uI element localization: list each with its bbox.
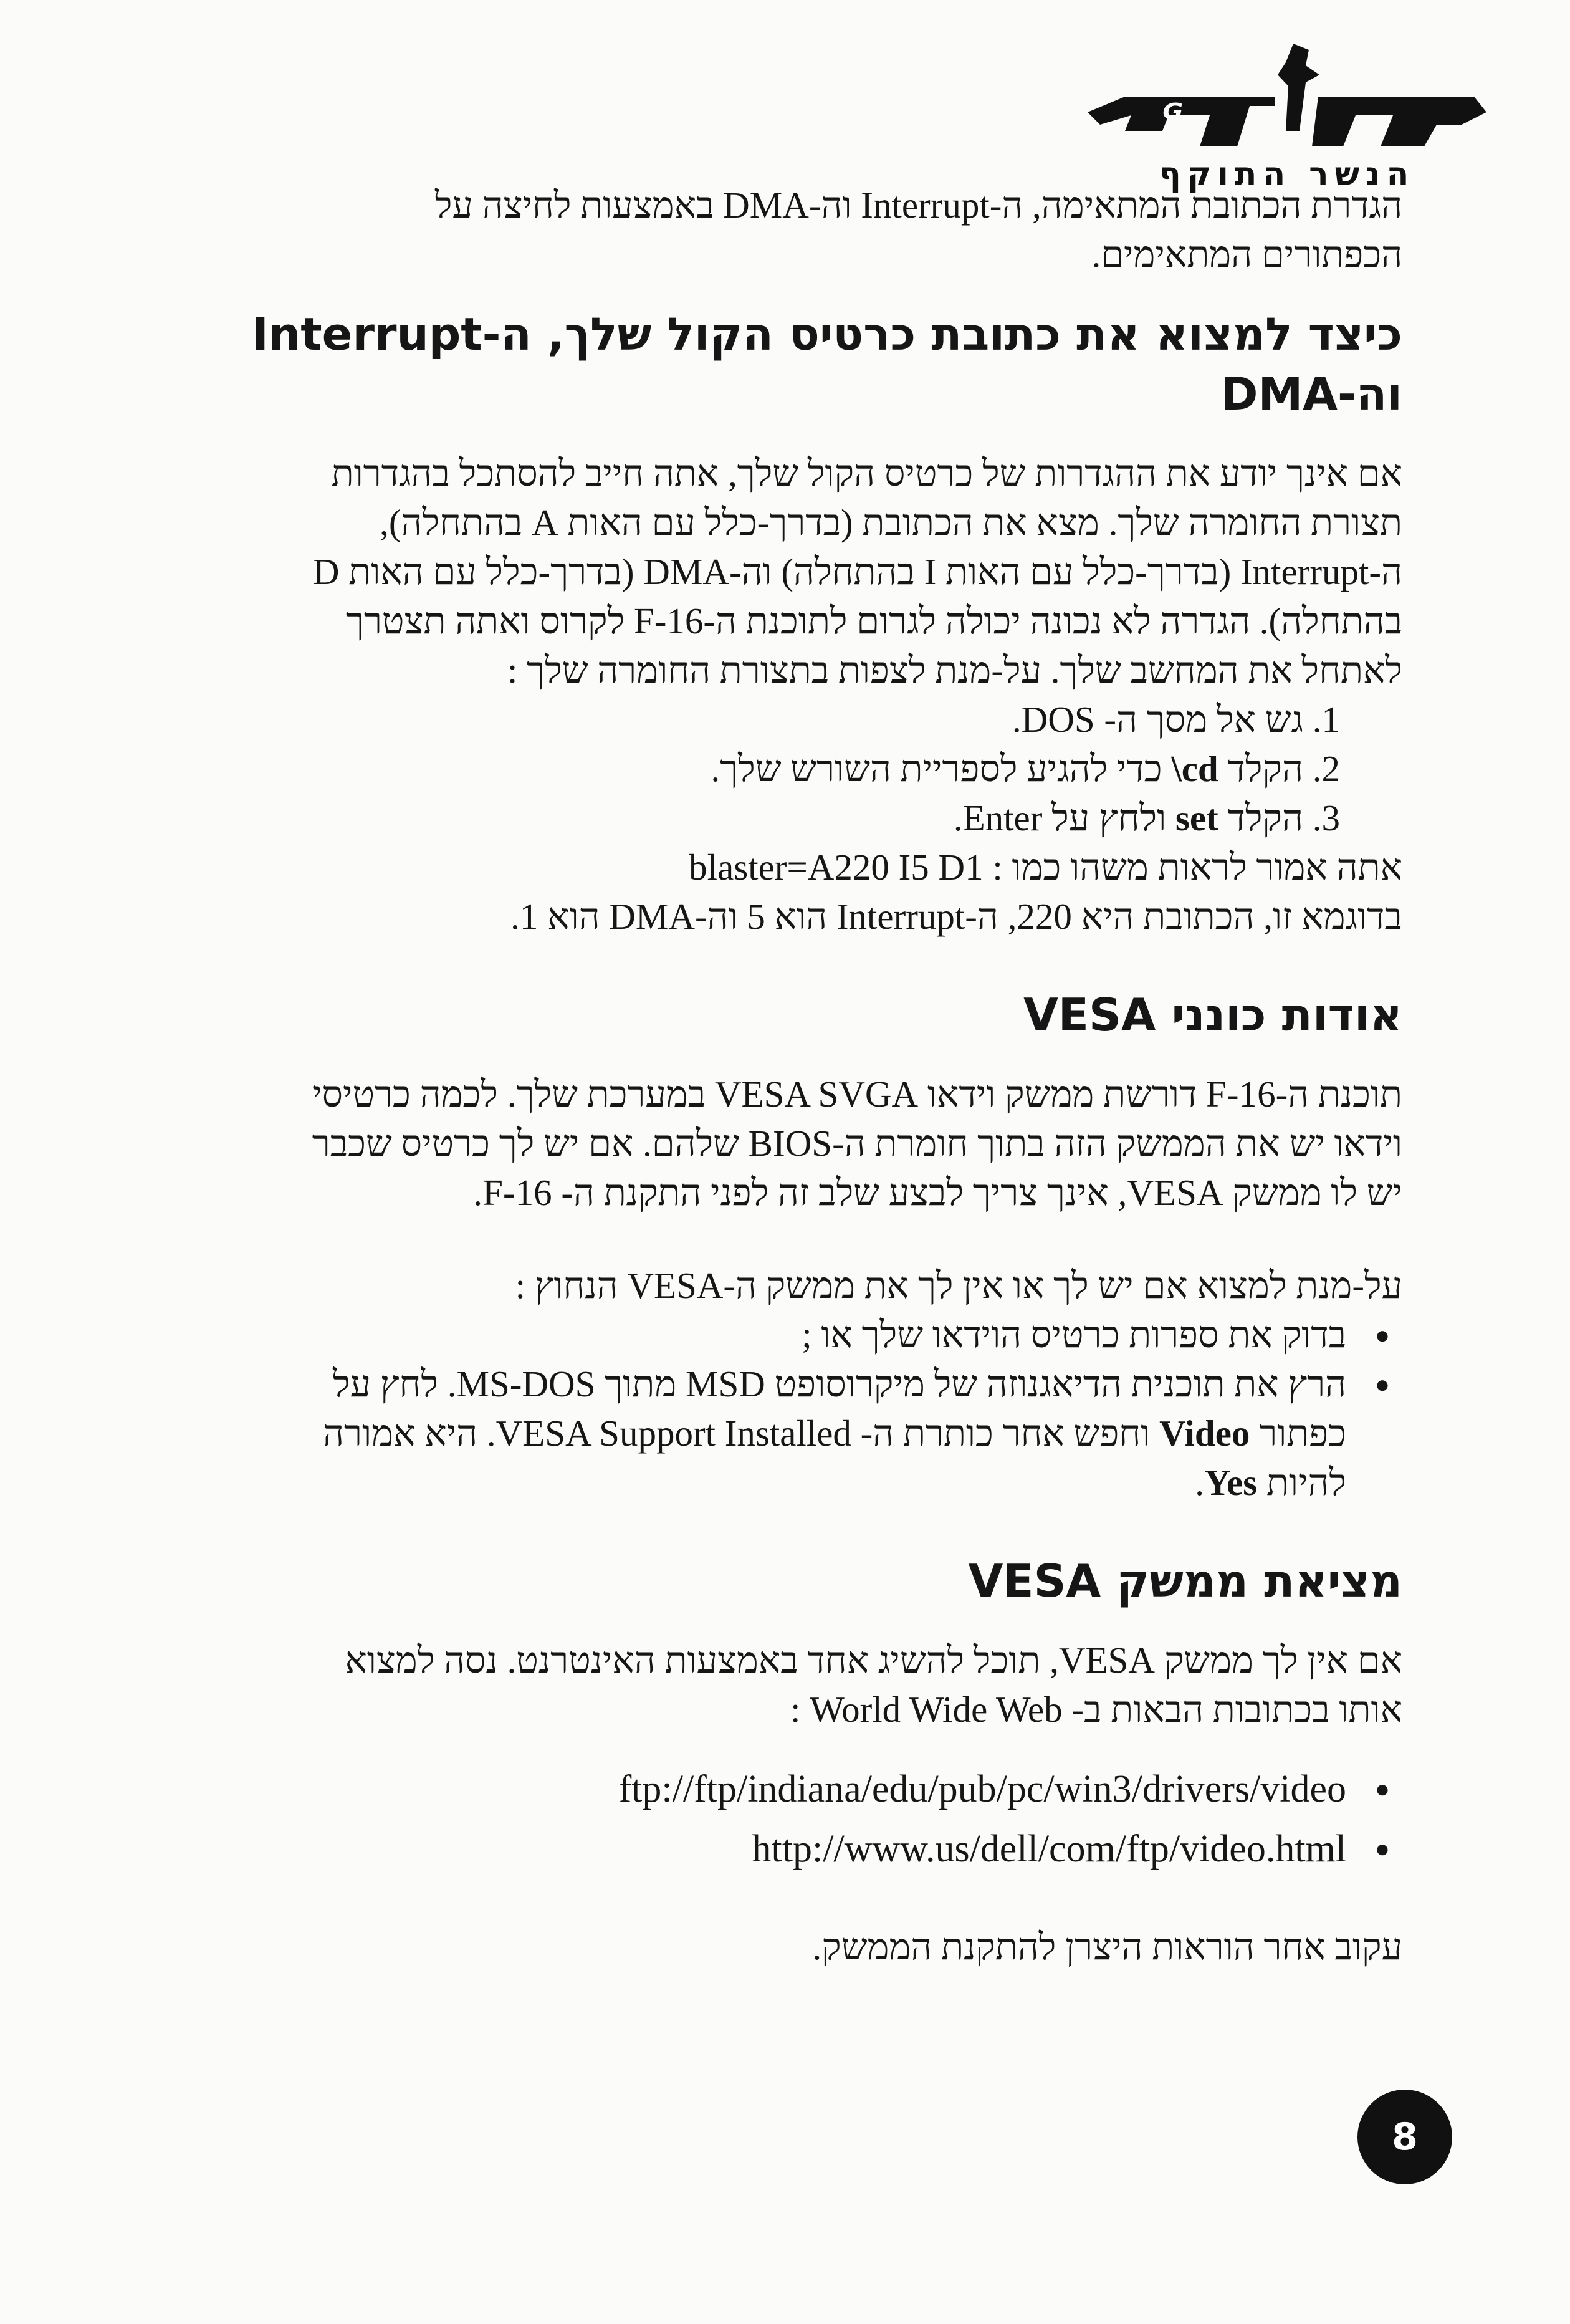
paragraph-line: אותו בכתובות הבאות ב- World Wide Web : — [790, 1689, 1402, 1730]
list-item: ● בדוק את ספרות כרטיס הוידאו שלך או ; — [156, 1310, 1346, 1360]
intro-line: הכפתורים המתאימים. — [1091, 234, 1402, 275]
section-heading: וה-DMA — [1220, 368, 1402, 420]
bullet-list — [156, 1310, 1402, 1507]
url-list — [156, 1759, 1402, 1879]
list-item: ● הרץ את תוכנית הדיאגנוזה של מיקרוסופט MSD מתוך MS-DOS. לחץ על כפתור Video וחפש אחר כותרת ה- VESA Support Installed. היא אמורה להיות Yes. — [156, 1360, 1346, 1507]
section-heading: מציאת ממשק VESA — [968, 1555, 1402, 1607]
example-line: אתה אמור לראות משהו כמו : blaster=A220 I5 D1 — [689, 847, 1402, 888]
intro-line: הגדרת הכתובת המתאימה, ה-Interrupt וה-DMA באמצעות לחיצה על — [434, 185, 1402, 226]
paragraph-line: אם אין לך ממשק VESA, תוכל להשיג אחד באמצעות האינטרנט. נסה למצוא — [345, 1640, 1402, 1681]
closing-line: עקוב אחר הוראות היצרן להתקנת הממשק. — [812, 1926, 1402, 1967]
url-item — [156, 1759, 1346, 1819]
example-explanation: בדוגמא זו, הכתובת היא 220, ה-Interrupt הוא 5 וה-DMA הוא 1. — [510, 896, 1402, 937]
list-item: 3. הקלד set ולחץ על Enter. — [953, 797, 1340, 838]
section-heading: אודות כונני VESA — [1023, 989, 1402, 1041]
svg-text:ᴳ: ᴳ — [1162, 96, 1187, 142]
page-number: 8 — [1357, 2090, 1452, 2184]
paragraph-line: בהתחלה). הגדרה לא נכונה יכולה לגרום לתוכנת ה-F-16 לקרוס ואתה תצטרך — [345, 600, 1402, 641]
paragraph-line: וידאו יש את הממשק הזה בתוך חומרת ה-BIOS שלהם. אם יש לך כרטיס שכבר — [312, 1123, 1402, 1164]
ftp-link[interactable]: ftp://ftp/indiana/edu/pub/pc/win3/drivers/video — [618, 1768, 1346, 1810]
steps-list — [156, 695, 1402, 843]
section-heading: כיצד למצוא את כתובת כרטיס הקול שלך, ה-Interrupt — [252, 308, 1402, 360]
logo-tagline: הנשר התוקף — [1159, 156, 1415, 193]
f16-logo — [1088, 37, 1486, 193]
list-item: 1. גש אל מסך ה- DOS. — [1012, 699, 1340, 740]
eagle-logo-icon — [1088, 37, 1486, 162]
paragraph-line: תצורת החומרה שלך. מצא את הכתובת (בדרך-כלל עם האות A בהתחלה), — [380, 502, 1402, 543]
paragraph-line: לאתחל את המחשב שלך. על-מנת לצפות בתצורת החומרה שלך : — [507, 650, 1402, 691]
paragraph-line: תוכנת ה-F-16 דורשת ממשק וידאו VESA SVGA במערכת שלך. לכמה כרטיסי — [312, 1073, 1402, 1115]
paragraph-line: אם אינך יודע את ההגדרות של כרטיס הקול שלך, אתה חייב להסתכל בהגדרות — [331, 453, 1402, 494]
paragraph-line: ה-Interrupt (בדרך-כלל עם האות I בהתחלה) וה-DMA (בדרך-כלל עם האות D — [312, 551, 1402, 592]
url-item — [156, 1819, 1346, 1879]
list-item: 2. הקלד cd\ כדי להגיע לספריית השורש שלך. — [711, 748, 1340, 789]
page-content — [156, 181, 1402, 1972]
paragraph-line: יש לו ממשק VESA, אינך צריך לבצע שלב זה לפני התקנת ה- F-16. — [473, 1172, 1402, 1213]
http-link[interactable]: http://www.us/dell/com/ftp/video.html — [752, 1828, 1346, 1870]
lead-line: על-מנת למצוא אם יש לך או אין לך את ממשק ה-VESA הנחוץ : — [515, 1265, 1402, 1306]
